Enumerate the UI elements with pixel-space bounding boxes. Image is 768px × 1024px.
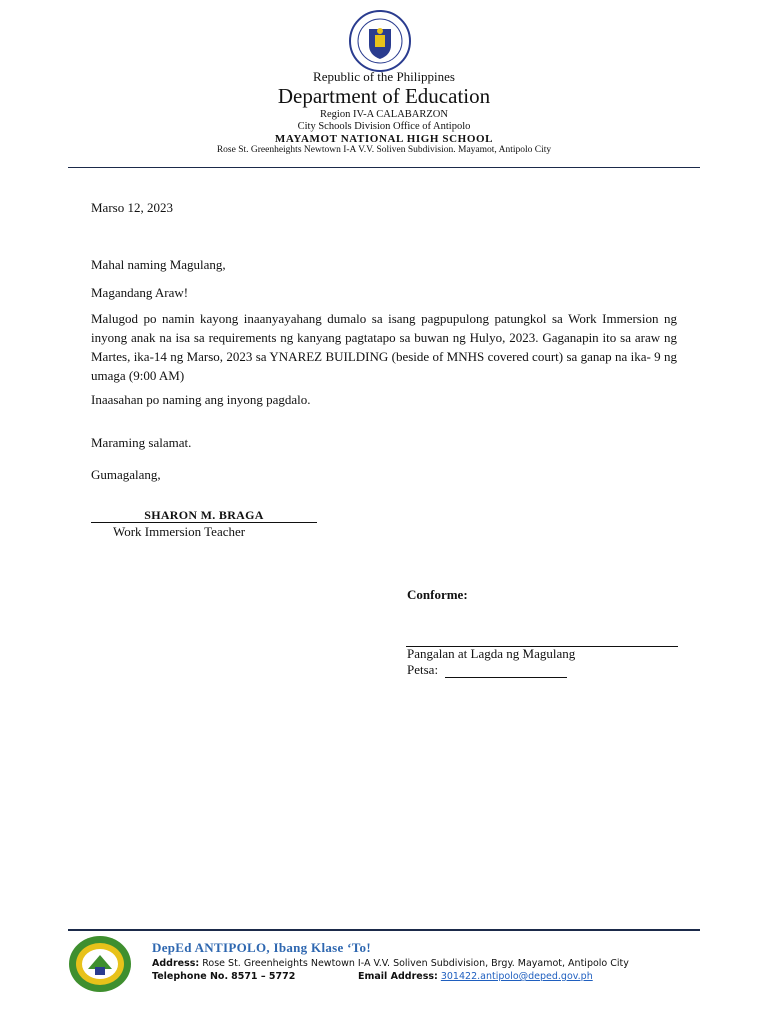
letter-date: Marso 12, 2023 xyxy=(91,200,173,215)
footer-address-label: Address: xyxy=(152,958,200,969)
letter-greeting: Magandang Araw! xyxy=(91,285,189,300)
footer-divider xyxy=(68,929,700,931)
header-republic: Republic of the Philippines xyxy=(313,69,455,84)
header-school-name: MAYAMOT NATIONAL HIGH SCHOOL xyxy=(274,133,494,145)
signatory-name: SHARON M. BRAGA xyxy=(144,508,264,522)
letter-closing: Gumagalang, xyxy=(91,467,161,482)
conforme-label: Conforme: xyxy=(407,587,468,602)
letter-paragraph-invitation: Malugod po namin kayong inaanyayahang dumalo sa isang pagpupulong patungkol sa Work Immersion ng inyong anak na isa sa requirements ng kanyang pagtatapo sa buwan ng Hulyo, 2023. Gaganapin ito sa araw ng Martes, ika-14 ng Marso, 2023 sa YNAREZ BUILDING (beside of MNHS covered court) sa ganap na ika- 9 ng umaga (9:00 AM) xyxy=(91,311,677,383)
footer-telephone-value: 8571 – 5772 xyxy=(231,971,296,982)
conforme-date-line xyxy=(445,677,567,678)
school-logo xyxy=(68,935,132,993)
footer-telephone-label: Telephone No. xyxy=(152,971,229,982)
footer-email xyxy=(358,971,593,982)
footer-address xyxy=(152,958,629,969)
header-divider xyxy=(68,167,700,168)
conforme-date-label: Petsa: xyxy=(407,662,439,677)
footer-address-value: Rose St. Greenheights Newtown I-A V.V. Soliven Subdivision, Brgy. Mayamot, Antipolo City xyxy=(202,958,629,969)
header-address: Rose St. Greenheights Newtown I-A V.V. Soliven Subdivision. Mayamot, Antipolo City xyxy=(216,145,552,155)
letter-paragraph-expectation: Inaasahan po naming ang inyong pagdalo. xyxy=(91,392,311,407)
footer-email-link[interactable]: 301422.antipolo@deped.gov.ph xyxy=(440,971,593,982)
letter-thanks: Maraming salamat. xyxy=(91,435,192,450)
footer-telephone xyxy=(152,971,295,982)
signature-line xyxy=(91,522,317,523)
letter-salutation: Mahal naming Magulang, xyxy=(91,257,226,272)
footer-tagline: DepEd ANTIPOLO, Ibang Klase ‘To! xyxy=(152,940,371,955)
footer-email-label: Email Address: xyxy=(358,971,438,982)
deped-seal-logo xyxy=(345,9,415,73)
parent-signature-label: Pangalan at Lagda ng Magulang xyxy=(407,646,576,661)
header-region: Region IV-A CALABARZON xyxy=(320,109,448,120)
header-division: City Schools Division Office of Antipolo xyxy=(297,121,471,132)
header-department: Department of Education xyxy=(277,84,491,108)
signatory-role: Work Immersion Teacher xyxy=(113,524,246,539)
